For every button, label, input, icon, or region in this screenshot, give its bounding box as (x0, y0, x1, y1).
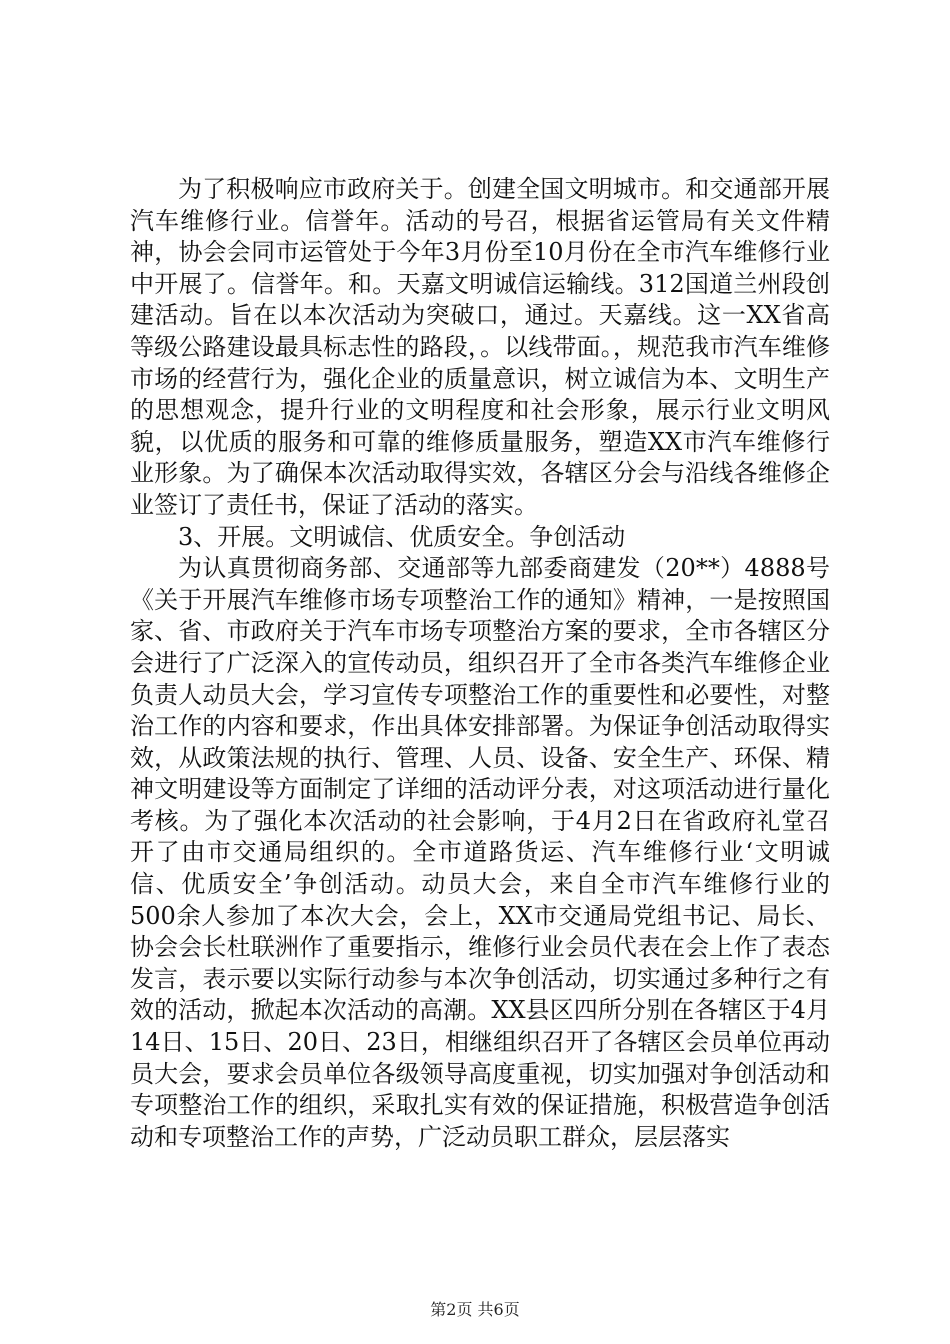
paragraph-rectification-campaign: 为认真贯彻商务部、交通部等九部委商建发（20**）4888号《关于开展汽车维修市场专项整治工作的通知》精神，一是按照国家、省、市政府关于汽车市场专项整治方案的要求，全市各辖区分会进行了广泛深入的宣传动员，组织召开了全市各类汽车维修企业负责人动员大会，学习宣传专项整治工作的重要性和必要性，对整治工作的内容和要求，作出具体安排部署。为保证争创活动取得实效，从政策法规的执行、管理、人员、设备、安全生产、环保、精神文明建设等方面制定了详细的活动评分表，对这项活动进行量化考核。为了强化本次活动的社会影响，于4月2日在省政府礼堂召开了由市交通局组织的。全市道路货运、汽车维修行业‘文明诚信、优质安全’争创活动。动员大会，来自全市汽车维修行业的500余人参加了本次大会，会上，XX市交通局党组书记、局长、协会会长杜联洲作了重要指示，维修行业会员代表在会上作了表态发言，表示要以实际行动参与本次争创活动，切实通过多种行之有效的活动，掀起本次活动的高潮。XX县区四所分别在各辖区于4月14日、15日、20日、23日，相继组织召开了各辖区会员单位再动员大会，要求会员单位各级领导高度重视，切实加强对争创活动和专项整治工作的组织，采取扎实有效的保证措施，积极营造争创活动和专项整治工作的声势，广泛动员职工群众，层层落实 (130, 554, 830, 1151)
paragraph-credit-year-campaign: 为了积极响应市政府关于。创建全国文明城市。和交通部开展汽车维修行业。信誉年。活动的号召，根据省运管局有关文件精神，协会会同市运管处于今年3月份至10月份在全市汽车维修行业中开展了。信誉年。和。天嘉文明诚信运输线。312国道兰州段创建活动。旨在以本次活动为突破口，通过。天嘉线。这一XX省高等级公路建设最具标志性的路段，。以线带面。，规范我市汽车维修市场的经营行为，强化企业的质量意识，树立诚信为本、文明生产的思想观念，提升行业的文明程度和社会形象，展示行业文明风貌，以优质的服务和可靠的维修质量服务，塑造XX市汽车维修行业形象。为了确保本次活动取得实效，各辖区分会与沿线各维修企业签订了责任书，保证了活动的落实。 (130, 175, 830, 519)
section-heading-civilization-campaign: 3、开展。文明诚信、优质安全。争创活动 (178, 522, 626, 551)
document-body (130, 174, 830, 1153)
page-number-footer: 第2页 共6页 (430, 1300, 520, 1319)
